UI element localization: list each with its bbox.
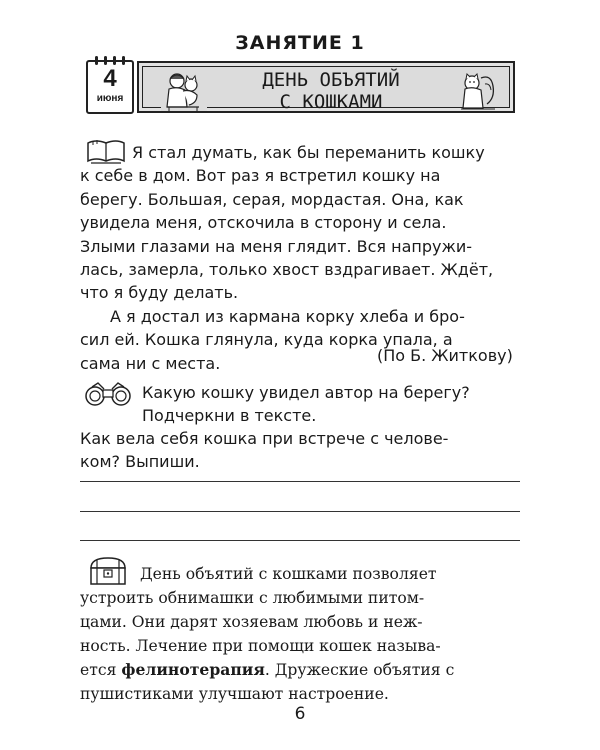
question-2-line2: ком? Выпиши. xyxy=(80,452,200,471)
page-number: 6 xyxy=(294,704,306,724)
fact-line xyxy=(80,658,520,682)
question-1-line2: Подчеркни в тексте. xyxy=(142,406,317,425)
banner-title-line2: С КОШКАМИ xyxy=(279,91,383,113)
banner-title-line1: ДЕНЬ ОБЪЯТИЙ xyxy=(262,69,400,91)
fact-line-part: ется xyxy=(80,661,122,679)
reading-line: Я стал думать, как бы переманить кошку xyxy=(132,143,485,162)
reading-line: сил ей. Кошка глянула, куда корка упала, а xyxy=(80,330,453,350)
reading-line: лась, замерла, только хвост вздрагивает. Ждёт, xyxy=(80,260,494,280)
reading-line: увидела меня, отскочила в сторону и села. xyxy=(80,213,447,233)
binoculars-icon xyxy=(84,381,132,407)
fact-line: День объятий с кошками позволяет xyxy=(140,565,437,583)
reading-text xyxy=(80,141,520,375)
reading-line: Злыми глазами на меня глядит. Вся напружи- xyxy=(80,236,473,256)
term-felinotherapy: фелинотерапия xyxy=(121,660,265,679)
fact-line: ность. Лечение при помощи кошек называ- xyxy=(80,637,441,655)
lesson-title: ЗАНЯТИЕ 1 xyxy=(235,32,365,54)
question-2-line1: Как вела себя кошка при встрече с челове- xyxy=(80,429,449,448)
fact-line: устроить обнимашки с любимыми питом- xyxy=(80,589,425,607)
reading-line: берегу. Большая, серая, мордастая. Она, как xyxy=(80,189,464,209)
fact-line: пушистиками улучшают настроение. xyxy=(80,685,389,703)
answer-line[interactable] xyxy=(80,540,520,541)
fact-line-part: . Дружеские объятия с xyxy=(264,661,455,679)
answer-line[interactable] xyxy=(80,511,520,512)
question-1-line1: Какую кошку увидел автор на берегу? xyxy=(142,383,470,402)
reading-line: к себе в дом. Вот раз я встретил кошку на xyxy=(80,166,441,186)
source-attribution: (По Б. Житкову) xyxy=(377,346,513,365)
answer-line[interactable] xyxy=(80,481,520,482)
topic-banner xyxy=(137,61,515,113)
reading-line: А я достал из кармана корку хлеба и бро- xyxy=(110,306,465,326)
reading-line: что я буду делать. xyxy=(80,283,239,303)
calendar-icon xyxy=(86,60,134,114)
fact-text xyxy=(80,562,520,706)
fact-line: цами. Они дарят хозяевам любовь и неж- xyxy=(80,613,423,631)
reading-line: сама ни с места. xyxy=(80,353,221,373)
banner-title xyxy=(213,69,449,113)
calendar-month: июня xyxy=(96,93,124,104)
calendar-day: 4 xyxy=(103,65,117,92)
girl-with-cat-icon xyxy=(159,69,209,113)
cat-hug-icon xyxy=(457,70,499,112)
